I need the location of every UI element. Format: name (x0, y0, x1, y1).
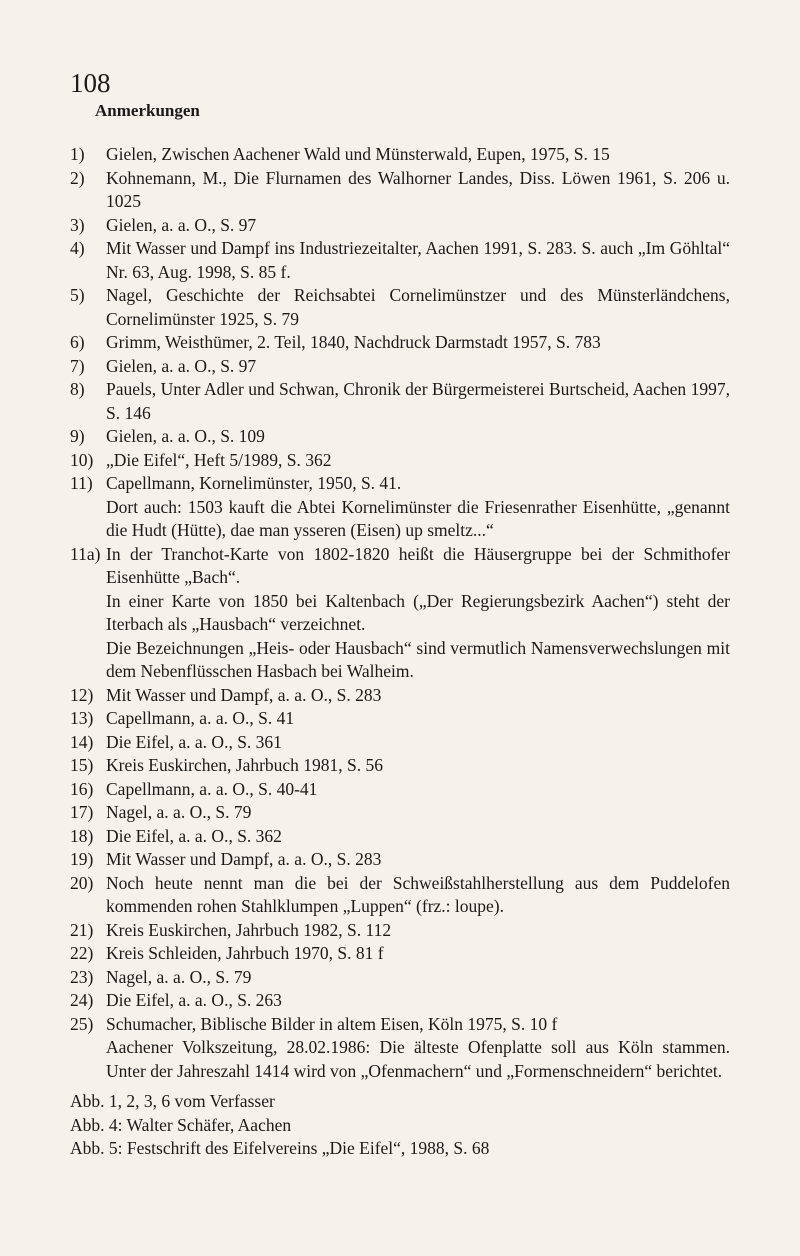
note-text (106, 237, 730, 284)
note-line: Aachener Volkszeitung, 28.02.1986: Die älteste Ofenplatte soll aus Köln stammen. Unter der Jahreszahl 1414 wird von „Ofenmachern“ und „Formenschneidern“ berichtet. (106, 1037, 730, 1081)
note-text (106, 989, 730, 1013)
note-line: Nagel, a. a. O., S. 79 (106, 966, 252, 987)
note-number: 9) (70, 426, 85, 446)
note-number: 7) (70, 355, 85, 376)
note-item (70, 214, 730, 238)
note-text (106, 754, 730, 778)
note-number: 19) (70, 849, 94, 869)
note-item (70, 167, 730, 214)
note-line: Mit Wasser und Dampf, a. a. O., S. 283 (106, 849, 382, 869)
note-text (106, 449, 730, 473)
note-number: 3) (70, 214, 85, 235)
note-line: Gielen, a. a. O., S. 97 (106, 214, 257, 235)
note-item (70, 449, 730, 473)
note-line: Capellmann, a. a. O., S. 41 (106, 708, 295, 728)
note-line: Mit Wasser und Dampf, a. a. O., S. 283 (106, 684, 382, 705)
note-item (70, 684, 730, 708)
note-line: „Die Eifel“, Heft 5/1989, S. 362 (106, 449, 332, 470)
note-text (106, 919, 730, 943)
note-item (70, 237, 730, 284)
note-item (70, 942, 730, 966)
note-item (70, 284, 730, 331)
note-item (70, 848, 730, 872)
note-line: Kreis Schleiden, Jahrbuch 1970, S. 81 f (106, 943, 384, 963)
note-text (106, 355, 730, 379)
note-line: Mit Wasser und Dampf ins Industriezeitalter, Aachen 1991, S. 283. S. auch „Im Göhltal“ Nr. 63, Aug. 1998, S. 85 f. (106, 238, 730, 282)
note-number: 25) (70, 1013, 94, 1034)
note-item (70, 754, 730, 778)
note-text (106, 778, 730, 802)
section-heading: Anmerkungen (95, 101, 200, 120)
note-item (70, 143, 730, 167)
note-number: 23) (70, 966, 94, 987)
note-line: Die Eifel, a. a. O., S. 263 (106, 990, 282, 1010)
note-line: Gielen, Zwischen Aachener Wald und Münsterwald, Eupen, 1975, S. 15 (106, 144, 610, 164)
note-line: Die Bezeichnungen „Heis- oder Hausbach“ sind vermutlich Namensverwechslungen mit dem Nebenflüsschen Hasbach bei Walheim. (106, 637, 730, 681)
note-number: 1) (70, 144, 85, 164)
note-text (106, 472, 730, 543)
note-text (106, 425, 730, 449)
note-number: 8) (70, 379, 85, 399)
note-number: 10) (70, 449, 94, 470)
note-line: Grimm, Weisthümer, 2. Teil, 1840, Nachdruck Darmstadt 1957, S. 783 (106, 332, 601, 352)
note-text (106, 707, 730, 731)
note-item (70, 707, 730, 731)
note-text (106, 167, 730, 214)
notes-list (70, 143, 730, 1083)
note-number: 6) (70, 332, 85, 352)
note-item (70, 731, 730, 755)
note-text (106, 331, 730, 355)
note-text (106, 872, 730, 919)
note-item (70, 1013, 730, 1084)
note-text (106, 284, 730, 331)
note-number: 12) (70, 684, 94, 705)
note-line: Pauels, Unter Adler und Schwan, Chronik der Bürgermeisterei Burtscheid, Aachen 1997, S. 146 (106, 379, 730, 423)
note-number: 22) (70, 943, 94, 963)
note-item (70, 425, 730, 449)
note-line: Capellmann, Kornelimünster, 1950, S. 41. (106, 473, 402, 493)
note-line: Capellmann, a. a. O., S. 40-41 (106, 778, 318, 799)
note-text (106, 801, 730, 825)
note-number: 13) (70, 708, 94, 728)
note-line: Kreis Euskirchen, Jahrbuch 1982, S. 112 (106, 919, 392, 940)
note-number: 4) (70, 238, 85, 258)
note-item (70, 355, 730, 379)
note-number: 5) (70, 285, 85, 305)
note-text (106, 143, 730, 167)
note-line: Nagel, a. a. O., S. 79 (106, 802, 252, 822)
note-item (70, 919, 730, 943)
note-line: Noch heute nennt man die bei der Schweißstahlherstellung aus dem Puddelofen kommenden rohen Stahlklumpen „Luppen“ (frz.: loupe). (106, 872, 730, 916)
note-number: 11) (70, 473, 93, 493)
note-line: Die Eifel, a. a. O., S. 362 (106, 825, 282, 846)
note-number: 24) (70, 990, 94, 1010)
note-line: Dort auch: 1503 kauft die Abtei Kornelimünster die Friesenrather Eisenhütte, „genannt die Hudt (Hütte), dae man ysseren (Eisen) up smeltz...“ (106, 496, 730, 540)
note-number: 15) (70, 755, 94, 775)
note-number: 20) (70, 872, 94, 893)
credit-line: Abb. 4: Walter Schäfer, Aachen (70, 1114, 292, 1135)
note-item (70, 825, 730, 849)
note-line: Gielen, a. a. O., S. 109 (106, 426, 265, 446)
note-number: 18) (70, 825, 94, 846)
note-number: 17) (70, 802, 94, 822)
note-item (70, 378, 730, 425)
page-number: 108 (70, 68, 111, 98)
note-item (70, 801, 730, 825)
note-line: In der Tranchot-Karte von 1802-1820 heißt die Häusergruppe bei der Schmithofer Eisenhütte „Bach“. (106, 543, 730, 587)
credit-line: Abb. 5: Festschrift des Eifelvereins „Die Eifel“, 1988, S. 68 (70, 1138, 490, 1158)
note-text (106, 378, 730, 425)
image-credits (70, 1090, 730, 1161)
note-text (106, 543, 730, 684)
note-item (70, 989, 730, 1013)
note-text (106, 942, 730, 966)
note-line: Kohnemann, M., Die Flurnamen des Walhorner Landes, Diss. Löwen 1961, S. 206 u. 1025 (106, 167, 730, 211)
note-line: Gielen, a. a. O., S. 97 (106, 355, 257, 376)
note-number: 14) (70, 731, 94, 752)
credit-line: Abb. 1, 2, 3, 6 vom Verfasser (70, 1091, 275, 1111)
note-line: Nagel, Geschichte der Reichsabtei Cornelimünstzer und des Münsterländchens, Cornelimünster 1925, S. 79 (106, 285, 730, 329)
note-line: Schumacher, Biblische Bilder in altem Eisen, Köln 1975, S. 10 f (106, 1013, 558, 1034)
note-item (70, 543, 730, 684)
note-line: In einer Karte von 1850 bei Kaltenbach („Der Regierungsbezirk Aachen“) steht der Iterbach als „Hausbach“ verzeichnet. (106, 590, 730, 634)
note-text (106, 684, 730, 708)
note-text (106, 848, 730, 872)
note-item (70, 778, 730, 802)
note-text (106, 825, 730, 849)
note-number: 16) (70, 778, 94, 799)
note-text (106, 731, 730, 755)
note-item (70, 872, 730, 919)
note-item (70, 966, 730, 990)
note-text (106, 214, 730, 238)
note-text (106, 1013, 730, 1084)
note-text (106, 966, 730, 990)
note-item (70, 331, 730, 355)
note-number: 21) (70, 919, 94, 940)
note-line: Die Eifel, a. a. O., S. 361 (106, 731, 282, 752)
note-item (70, 472, 730, 543)
note-number: 2) (70, 167, 85, 188)
note-line: Kreis Euskirchen, Jahrbuch 1981, S. 56 (106, 755, 384, 775)
note-number: 11a) (70, 543, 101, 564)
